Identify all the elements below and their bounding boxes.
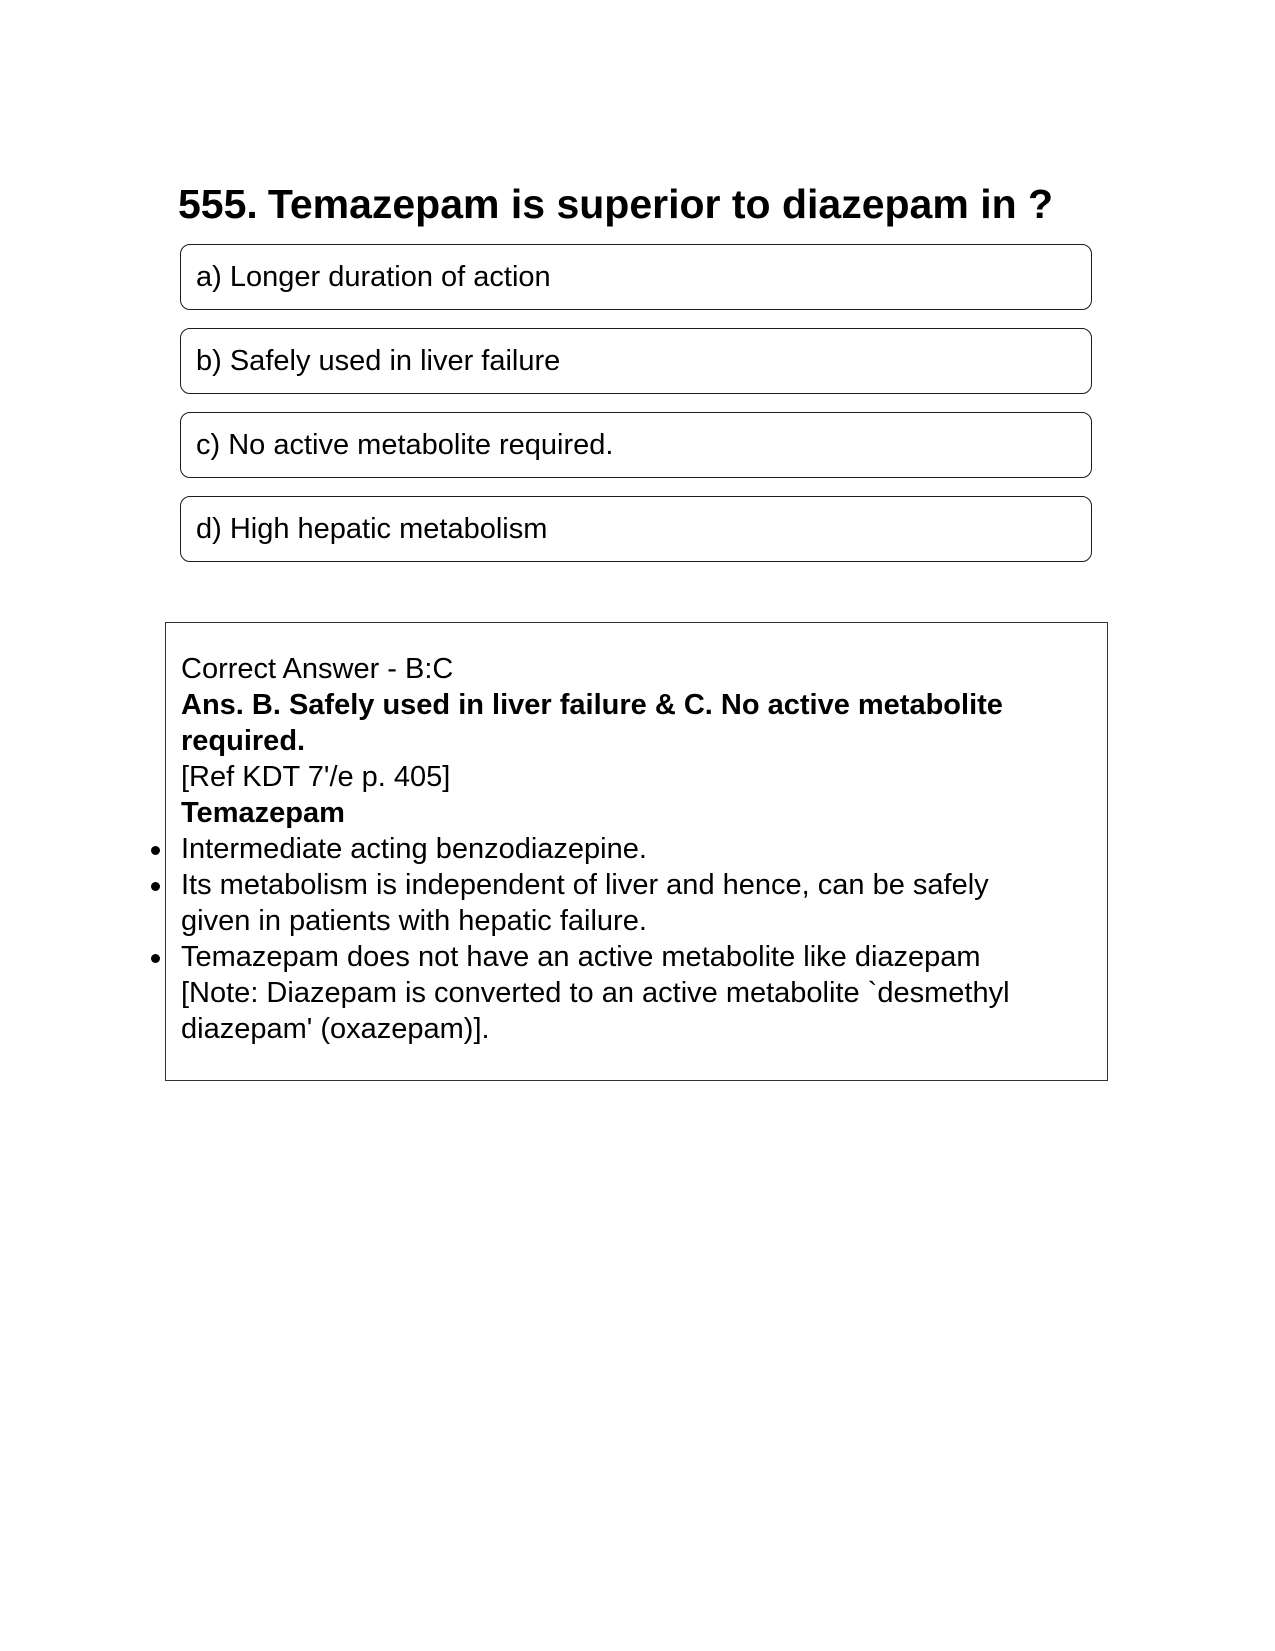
option-b-label: b) Safely used in liver failure (196, 345, 561, 377)
list-item: Intermediate acting benzodiazepine. (181, 831, 1061, 867)
correct-answer-line: Correct Answer - B:C (181, 653, 454, 685)
explanation-heading: Temazepam (181, 797, 345, 829)
option-d[interactable] (180, 496, 1092, 562)
option-a[interactable] (180, 244, 1092, 310)
list-item: Its metabolism is independent of liver and hence, can be safely given in patients with hepatic failure. (181, 867, 1061, 939)
question-number: 555. (178, 181, 258, 227)
question-text: Temazepam is superior to diazepam in ? (267, 181, 1054, 227)
option-b[interactable] (180, 328, 1092, 394)
question-heading (178, 176, 1053, 232)
reference-citation: [Ref KDT 7'/e p. 405] (181, 761, 451, 793)
option-c-label: c) No active metabolite required. (196, 429, 614, 461)
option-c[interactable] (180, 412, 1092, 478)
option-d-label: d) High hepatic metabolism (196, 513, 548, 545)
answer-statement: Ans. B. Safely used in liver failure & C. No active metabolite required. (181, 689, 1003, 757)
option-a-label: a) Longer duration of action (196, 261, 551, 293)
list-item: Temazepam does not have an active metabolite like diazepam [Note: Diazepam is converted to an active metabolite `desmethyl diazepam' (oxazepam)]. (181, 939, 1061, 1047)
explanation-points-list (181, 831, 1061, 1047)
answer-explanation-content (181, 651, 1061, 1047)
